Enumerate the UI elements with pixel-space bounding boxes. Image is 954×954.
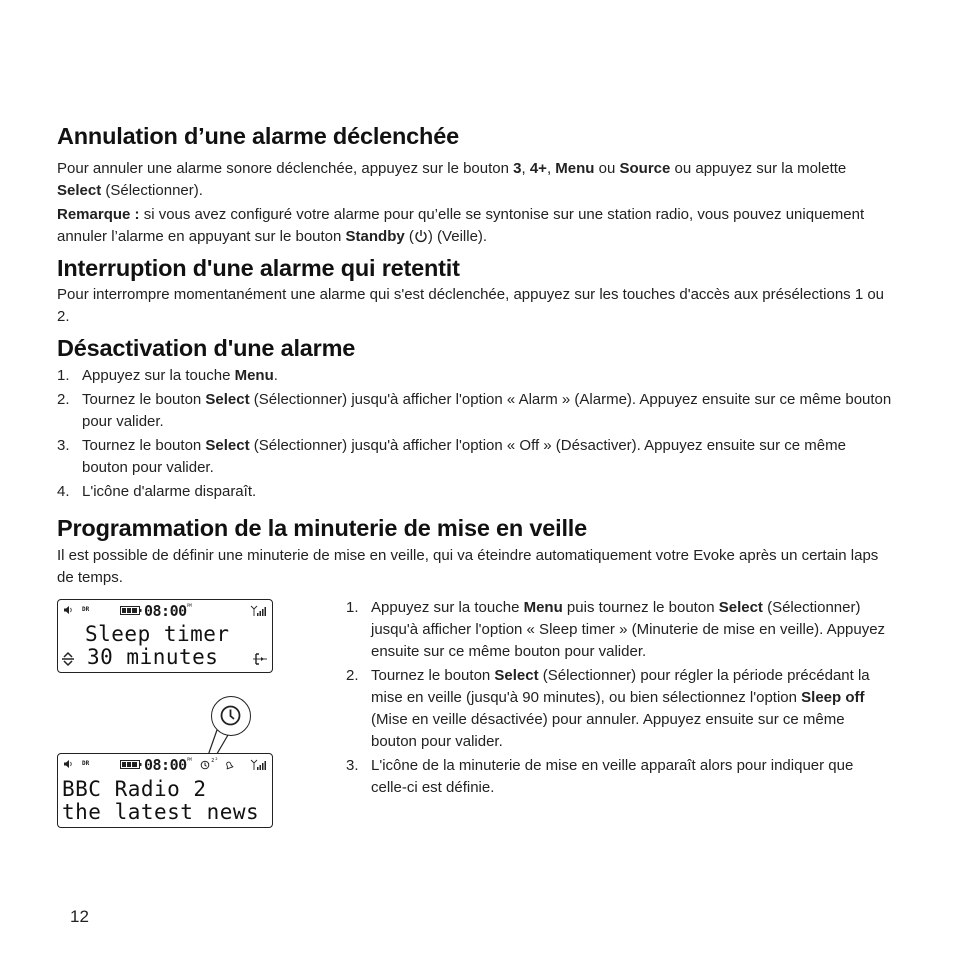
lcd-time: 08:00 <box>144 756 187 774</box>
speaker-icon <box>63 605 73 615</box>
lcd-line-2: the latest news <box>62 800 260 824</box>
paragraph-note: Remarque : si vous avez configuré votre alarme pour qu’elle se syntonise sur une station radio, vous pouvez uniquement annuler l’alarme en appuyant sur le bouton Standby ( ) (Veille). <box>57 206 865 245</box>
pm-label: PM <box>187 757 192 762</box>
scroll-arrow-icon <box>62 651 74 667</box>
lcd-time: 08:00 <box>144 602 187 620</box>
battery-icon <box>120 760 142 769</box>
list-item: 4. L'icône d'alarme disparaît. <box>57 483 257 500</box>
lcd-line-1: Sleep timer <box>85 622 230 646</box>
page-number: 12 <box>70 907 89 926</box>
sleep-zz-label: z² <box>211 757 219 764</box>
heading-cancel-alarm: Annulation d’une alarme déclenchée <box>57 123 459 149</box>
list-item: 2. Tournez le bouton Select (Sélectionner) pour régler la période précédant la mise en veille (jusqu'à 90 minutes), ou bien sélectionnez l'option Sleep off (Mise en veille désactivée) pour annuler. Appuyez ensuite sur ce même bouton pour valider. <box>346 667 870 750</box>
list-item: 1. Appuyez sur la touche Menu. <box>57 367 278 384</box>
pm-label: PM <box>187 603 192 608</box>
lcd-display-sleep-timer <box>57 599 273 673</box>
power-icon <box>414 229 428 243</box>
list-item: 3. L'icône de la minuterie de mise en veille apparaît alors pour indiquer que celle-ci est définie. <box>346 757 854 796</box>
lcd-display-radio <box>57 753 273 828</box>
paragraph-cancel-alarm: Pour annuler une alarme sonore déclenchée, appuyez sur le bouton 3, 4+, Menu ou Source ou appuyez sur la molette Select (Sélectionner). <box>57 160 847 199</box>
sleep-timer-clock-icon <box>200 760 210 770</box>
paragraph-sleep-timer: Il est possible de définir une minuterie de mise en veille, qui va éteindre automatiquement votre Evoke après un certain laps de temps. <box>57 547 879 586</box>
list-item: 1. Appuyez sur la touche Menu puis tournez le bouton Select (Sélectionner) jusqu'à afficher l'option « Sleep timer » (Minuterie de mise en veille). Appuyez ensuite sur ce même bouton pour valider. <box>346 599 886 660</box>
dr-label: DR <box>82 606 90 613</box>
signal-icon <box>250 605 266 616</box>
list-item: 2. Tournez le bouton Select (Sélectionner) jusqu'à afficher l'option « Alarm » (Alarme). Appuyez ensuite sur ce même bouton pour valider. <box>57 391 892 430</box>
paragraph-interrupt-alarm: Pour interrompre momentanément une alarme qui s'est déclenchée, appuyez sur les touches d'accès aux présélections 1 ou 2. <box>57 286 885 325</box>
list-item: 3. Tournez le bouton Select (Sélectionner) jusqu'à afficher l'option « Off » (Désactiver). Appuyez ensuite sur ce même bouton pour valider. <box>57 437 846 476</box>
speaker-icon <box>63 759 73 769</box>
dr-label: DR <box>82 760 90 767</box>
heading-interrupt-alarm: Interruption d'une alarme qui retentit <box>57 255 460 281</box>
heading-disable-alarm: Désactivation d'une alarme <box>57 335 356 361</box>
lcd-status-bar <box>62 756 268 774</box>
preset-icon <box>253 651 267 667</box>
lcd-status-bar <box>62 602 268 620</box>
alarm-bell-icon <box>224 760 234 770</box>
signal-icon <box>250 759 266 770</box>
heading-sleep-timer: Programmation de la minuterie de mise en veille <box>57 515 587 541</box>
disable-alarm-steps <box>57 365 892 505</box>
lcd-line-1: BBC Radio 2 <box>62 777 207 801</box>
sleep-timer-steps <box>346 597 886 801</box>
battery-icon <box>120 606 142 615</box>
lcd-line-2: 30 minutes <box>87 645 219 669</box>
